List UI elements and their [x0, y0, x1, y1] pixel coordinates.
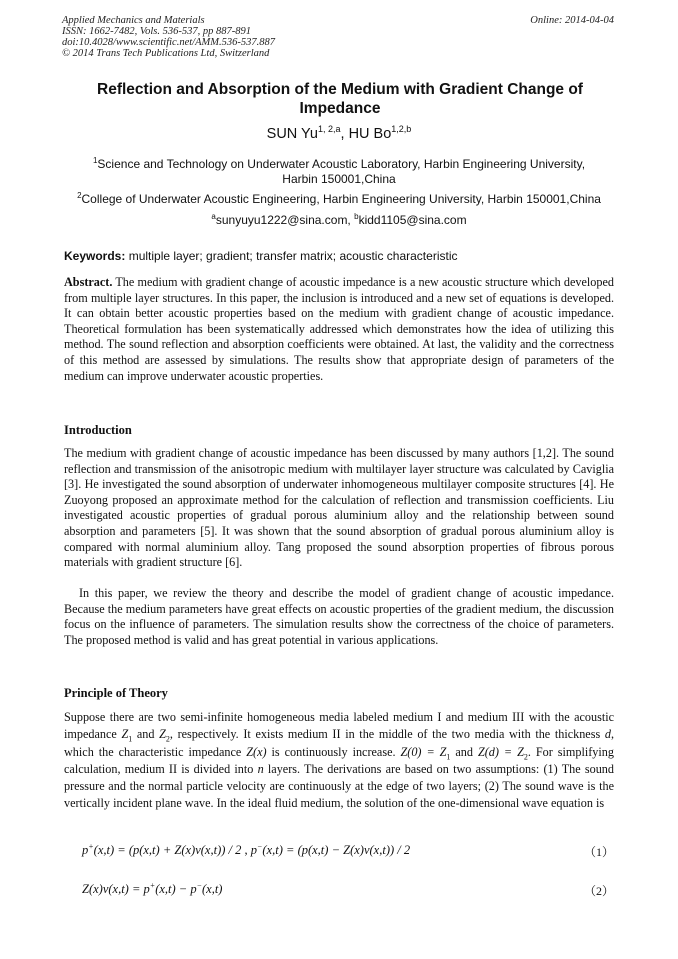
equation-2-number: （2） — [583, 884, 614, 898]
symbol-zx: Z(x) — [246, 744, 267, 759]
symbol-z0-eq: Z(0) = Z — [400, 744, 447, 759]
symbol-z1-sub: 1 — [128, 734, 133, 744]
aff-1-line-1: Science and Technology on Underwater Acoustic Laboratory, Harbin Engineering University, — [97, 157, 586, 171]
section-heading-introduction: Introduction — [64, 423, 132, 437]
abstract-text: The medium with gradient change of acoustic impedance is a new acoustic structure which developed from multiple layer structures. In this paper, the inclusion is introduced and a new set of equations is developed. It can obtain better acoustic properties based on the medium with gradient change of acoustic impedance. Theoretical formulation has been systematically addressed which demonstrates how the idea of utilizing this method. The sound reflection and absorption coefficients were obtained. At last, the validity and the correctness of this method are assessed by simulations. The results show that appropriate design of parameters of the medium can improve underwater acoustic properties. — [64, 275, 614, 383]
aff-2-sup: 2 — [77, 191, 82, 200]
author-line — [0, 126, 678, 142]
eq2-lhs: Z(x)v(x,t) = p — [82, 882, 150, 896]
eq2-sup-1: + — [149, 880, 156, 890]
author-2: HU Bo — [348, 126, 392, 142]
principle-text-1: Suppose there are two semi-infinite homogeneous media labeled medium I and medium III with the acoustic impedance — [64, 710, 614, 742]
symbol-z2-sub: 2 — [165, 734, 170, 744]
eq2-end: (x,t) — [202, 882, 223, 896]
principle-text-4: is continuously increase. — [266, 744, 401, 759]
aff-1-sup: 1 — [92, 156, 98, 165]
principle-text-3: , which the characteristic impedance — [64, 727, 614, 759]
abstract-label: Abstract. — [64, 275, 113, 289]
journal-name: Applied Mechanics and Materials — [62, 15, 205, 26]
eq2-mid: (x,t) − p — [155, 882, 197, 896]
symbol-d: d — [604, 727, 611, 742]
author-separator: , — [340, 126, 349, 142]
author-1: SUN Yu — [266, 126, 318, 142]
symbol-zd-eq: Z(d) = Z — [477, 744, 524, 759]
doi-line: doi:10.4028/www.scientific.net/AMM.536-537.887 — [62, 37, 275, 48]
symbol-z1: Z — [121, 727, 129, 742]
email-a-sup: a — [211, 212, 216, 221]
email-a: sunyuyu1222@sina.com, — [215, 213, 355, 227]
online-date: Online: 2014-04-04 — [530, 15, 614, 26]
principle-paragraph — [64, 709, 614, 813]
eq1b-sup: − — [257, 841, 263, 851]
aff-1-line-2: Harbin 150001,China — [282, 172, 396, 186]
introduction-paragraph-1: The medium with gradient change of acoustic impedance has been discussed by many authors [1,2]. The sound reflection and transmission of the anisotropic medium with multilayer layer structure was calculated by Caviglia [3]. He investigated the sound absorption of underwater inhomogeneous multilayer composite structures [4]. He Zuoyong proposed an approximate method for the calculation of reflection and transmission coefficients. Liu investigated acoustic properties of gradual porous aluminium alloy and the relationship between sound absorption and parameters [5]. It was shown that the sound absorption of gradual porous aluminium alloy is compared with normal aluminium alloy. Tang proposed the sound absorption properties of fibrous porous materials with gradient structure [6]. — [64, 446, 614, 570]
eq1b-p: p — [250, 843, 257, 857]
eq1a-sup: + — [88, 841, 94, 851]
symbol-z0-sub: 1 — [446, 752, 451, 762]
keywords-text: multiple layer; gradient; transfer matrix; acoustic characteristic — [125, 249, 458, 263]
principle-and-2: and — [450, 744, 478, 759]
eq2-sup-2: − — [196, 880, 202, 890]
principle-text-2: , respectively. It exists medium II in the middle of the two media with the thickness — [169, 727, 605, 742]
symbol-n: n — [257, 761, 264, 776]
section-heading-principle: Principle of Theory — [64, 686, 168, 700]
keywords-label: Keywords: — [64, 249, 126, 263]
introduction-paragraph-2: In this paper, we review the theory and describe the model of gradient change of acoustic impedance. Because the medium parameters have great effects on acoustic properties of the gradient medium, the discussion focus on the influence of parameters. The simulation results show the correctness of the choice of parameters. The proposed method is valid and has great potential in various applications. — [64, 586, 614, 647]
aff-2-text: College of Underwater Acoustic Engineering, Harbin Engineering University, Harbin 150001,China — [81, 192, 601, 206]
eq1a-rest: (x,t) = (p(x,t) + Z(x)v(x,t)) / 2 — [93, 843, 242, 857]
email-b: kidd1105@sina.com — [358, 213, 467, 227]
affiliation-2 — [10, 192, 668, 207]
keywords — [64, 249, 457, 263]
equation-1-number: （1） — [583, 845, 614, 859]
symbol-z2: Z — [159, 727, 166, 742]
principle-and-1: and — [132, 727, 160, 742]
equation-1 — [82, 843, 410, 858]
author-2-sup: 1,2,b — [391, 124, 412, 135]
copyright-line: © 2014 Trans Tech Publications Ltd, Switzerland — [62, 48, 270, 59]
principle-text-5: . For simplifying calculation, medium II is divided into — [64, 744, 614, 776]
paper-title: Reflection and Absorption of the Medium with Gradient Change of Impedance — [97, 81, 583, 117]
abstract — [64, 275, 614, 384]
eq1b-rest: (x,t) = (p(x,t) − Z(x)v(x,t)) / 2 — [262, 843, 411, 857]
email-b-sup: b — [354, 212, 359, 221]
affiliation-1 — [40, 157, 638, 187]
author-1-sup: 1, 2,a — [317, 124, 341, 135]
email-line — [0, 213, 678, 228]
issn-line: ISSN: 1662-7482, Vols. 536-537, pp 887-891 — [62, 26, 251, 37]
eq1a-p: p — [82, 843, 89, 857]
eq1-separator: , — [241, 843, 251, 857]
symbol-zd-sub: 2 — [523, 752, 528, 762]
equation-2 — [82, 882, 222, 897]
principle-text-6: layers. The derivations are based on two assumptions: (1) The sound pressure and the normal particle velocity are continuously at the edge of two layers; (2) The sound wave is the vertically incident plane wave. In the ideal fluid medium, the solution of the one-dimensional wave equation is — [64, 761, 614, 811]
